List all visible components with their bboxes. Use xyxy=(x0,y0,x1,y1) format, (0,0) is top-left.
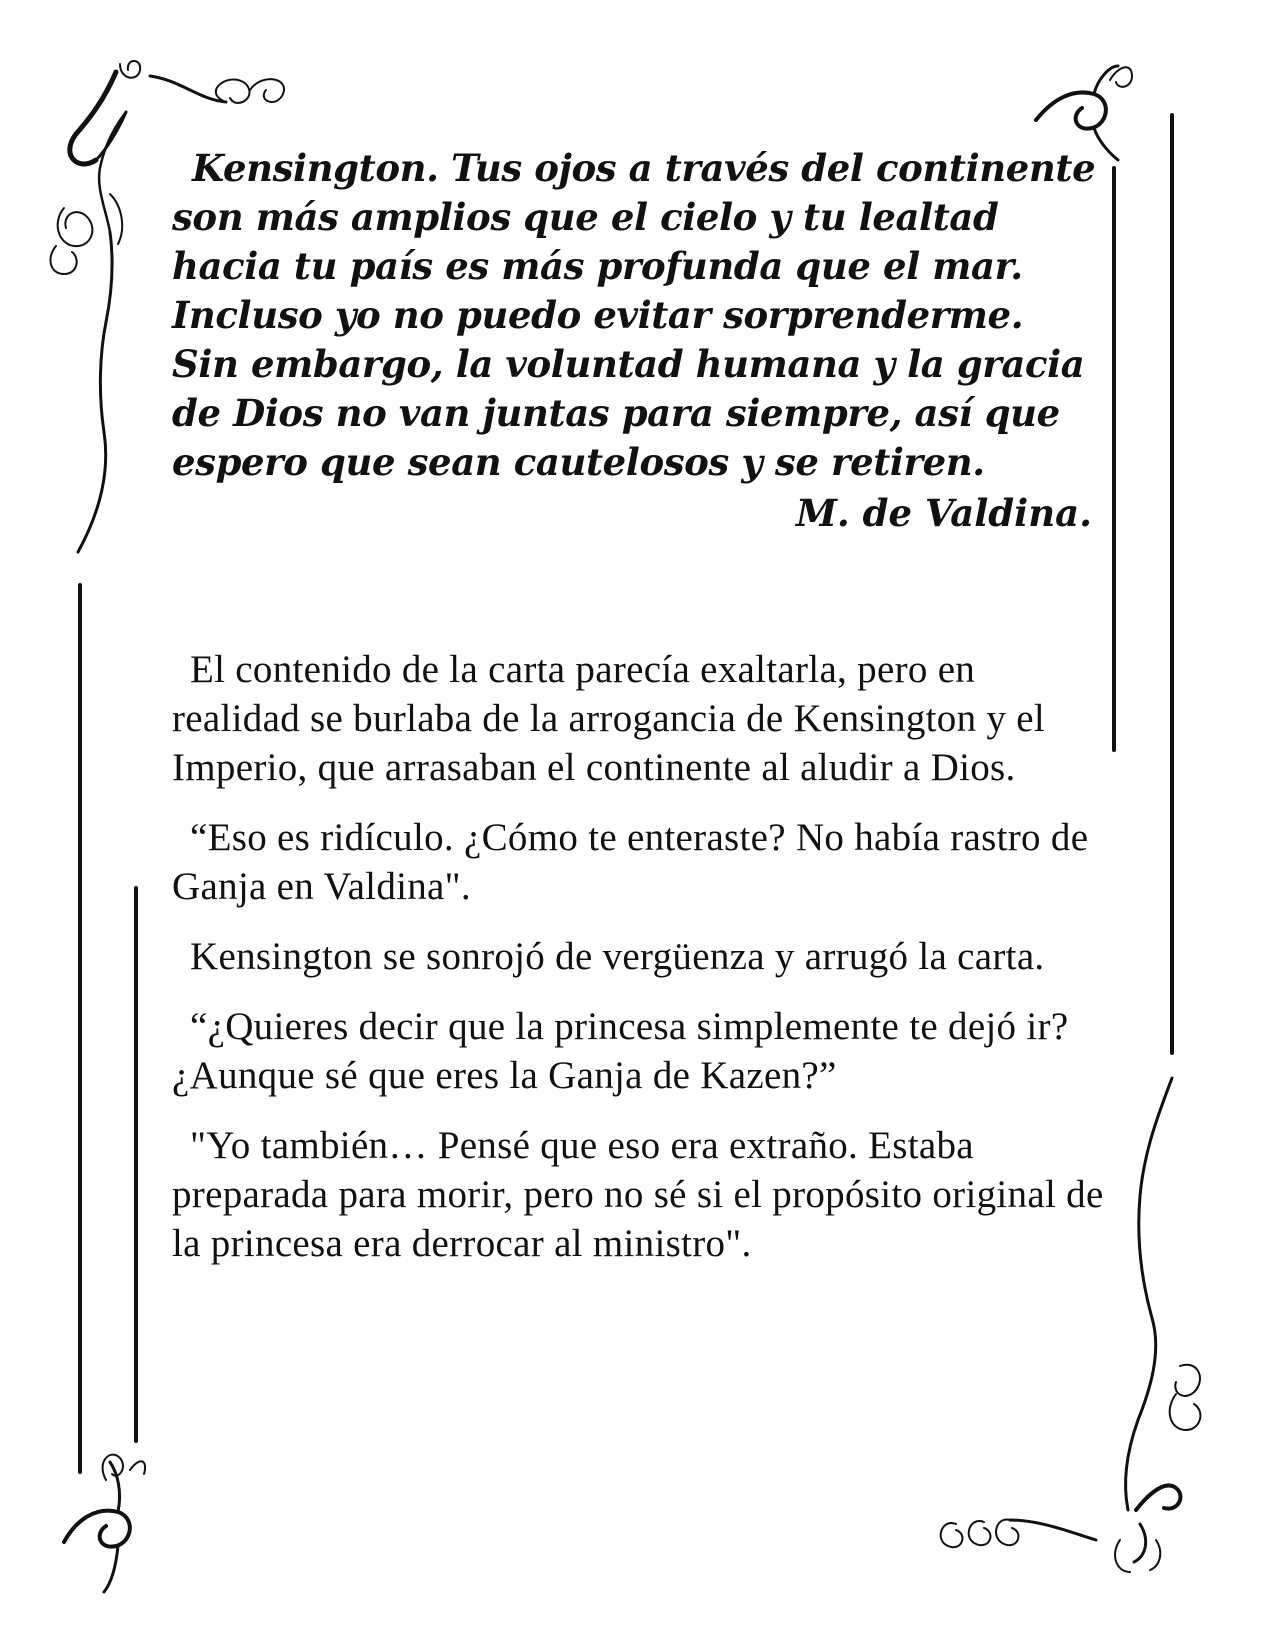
letter-body: Kensington. Tus ojos a través del continente son más amplios que el cielo y tu lealtad hacia tu país es más profunda que el mar. Incluso yo no puedo evitar sorprenderme. Sin embargo, la voluntad humana y la gracia de Dios no van juntas para siempre, así que espero que sean cautelosos y se retiren. xyxy=(172,146,1096,484)
narrative-paragraph: "Yo también… Pensé que eso era extraño. Estaba preparada para morir, pero no sé si el propósito original de la princesa era derrocar al ministro". xyxy=(172,1124,1104,1265)
narrative-paragraph: El contenido de la carta parecía exaltarla, pero en realidad se burlaba de la arrogancia de Kensington y el Imperio, que arrasaban el continente al aludir a Dios. xyxy=(172,648,1046,789)
letter-signature: M. de Valdina. xyxy=(795,491,1092,535)
narrative-paragraph: Kensington se sonrojó de vergüenza y arrugó la carta. xyxy=(190,935,1045,978)
narrative-paragraph: “Eso es ridículo. ¿Cómo te enteraste? No había rastro de Ganja en Valdina". xyxy=(172,816,1089,908)
letter-quote xyxy=(172,144,1102,539)
flourish-bottom-left xyxy=(64,1455,145,1592)
narrative-paragraph: “¿Quieres decir que la princesa simplemente te dejó ir? ¿Aunque sé que eres la Ganja de Kazen?” xyxy=(172,1005,1069,1097)
narrative-text xyxy=(172,645,1107,1289)
